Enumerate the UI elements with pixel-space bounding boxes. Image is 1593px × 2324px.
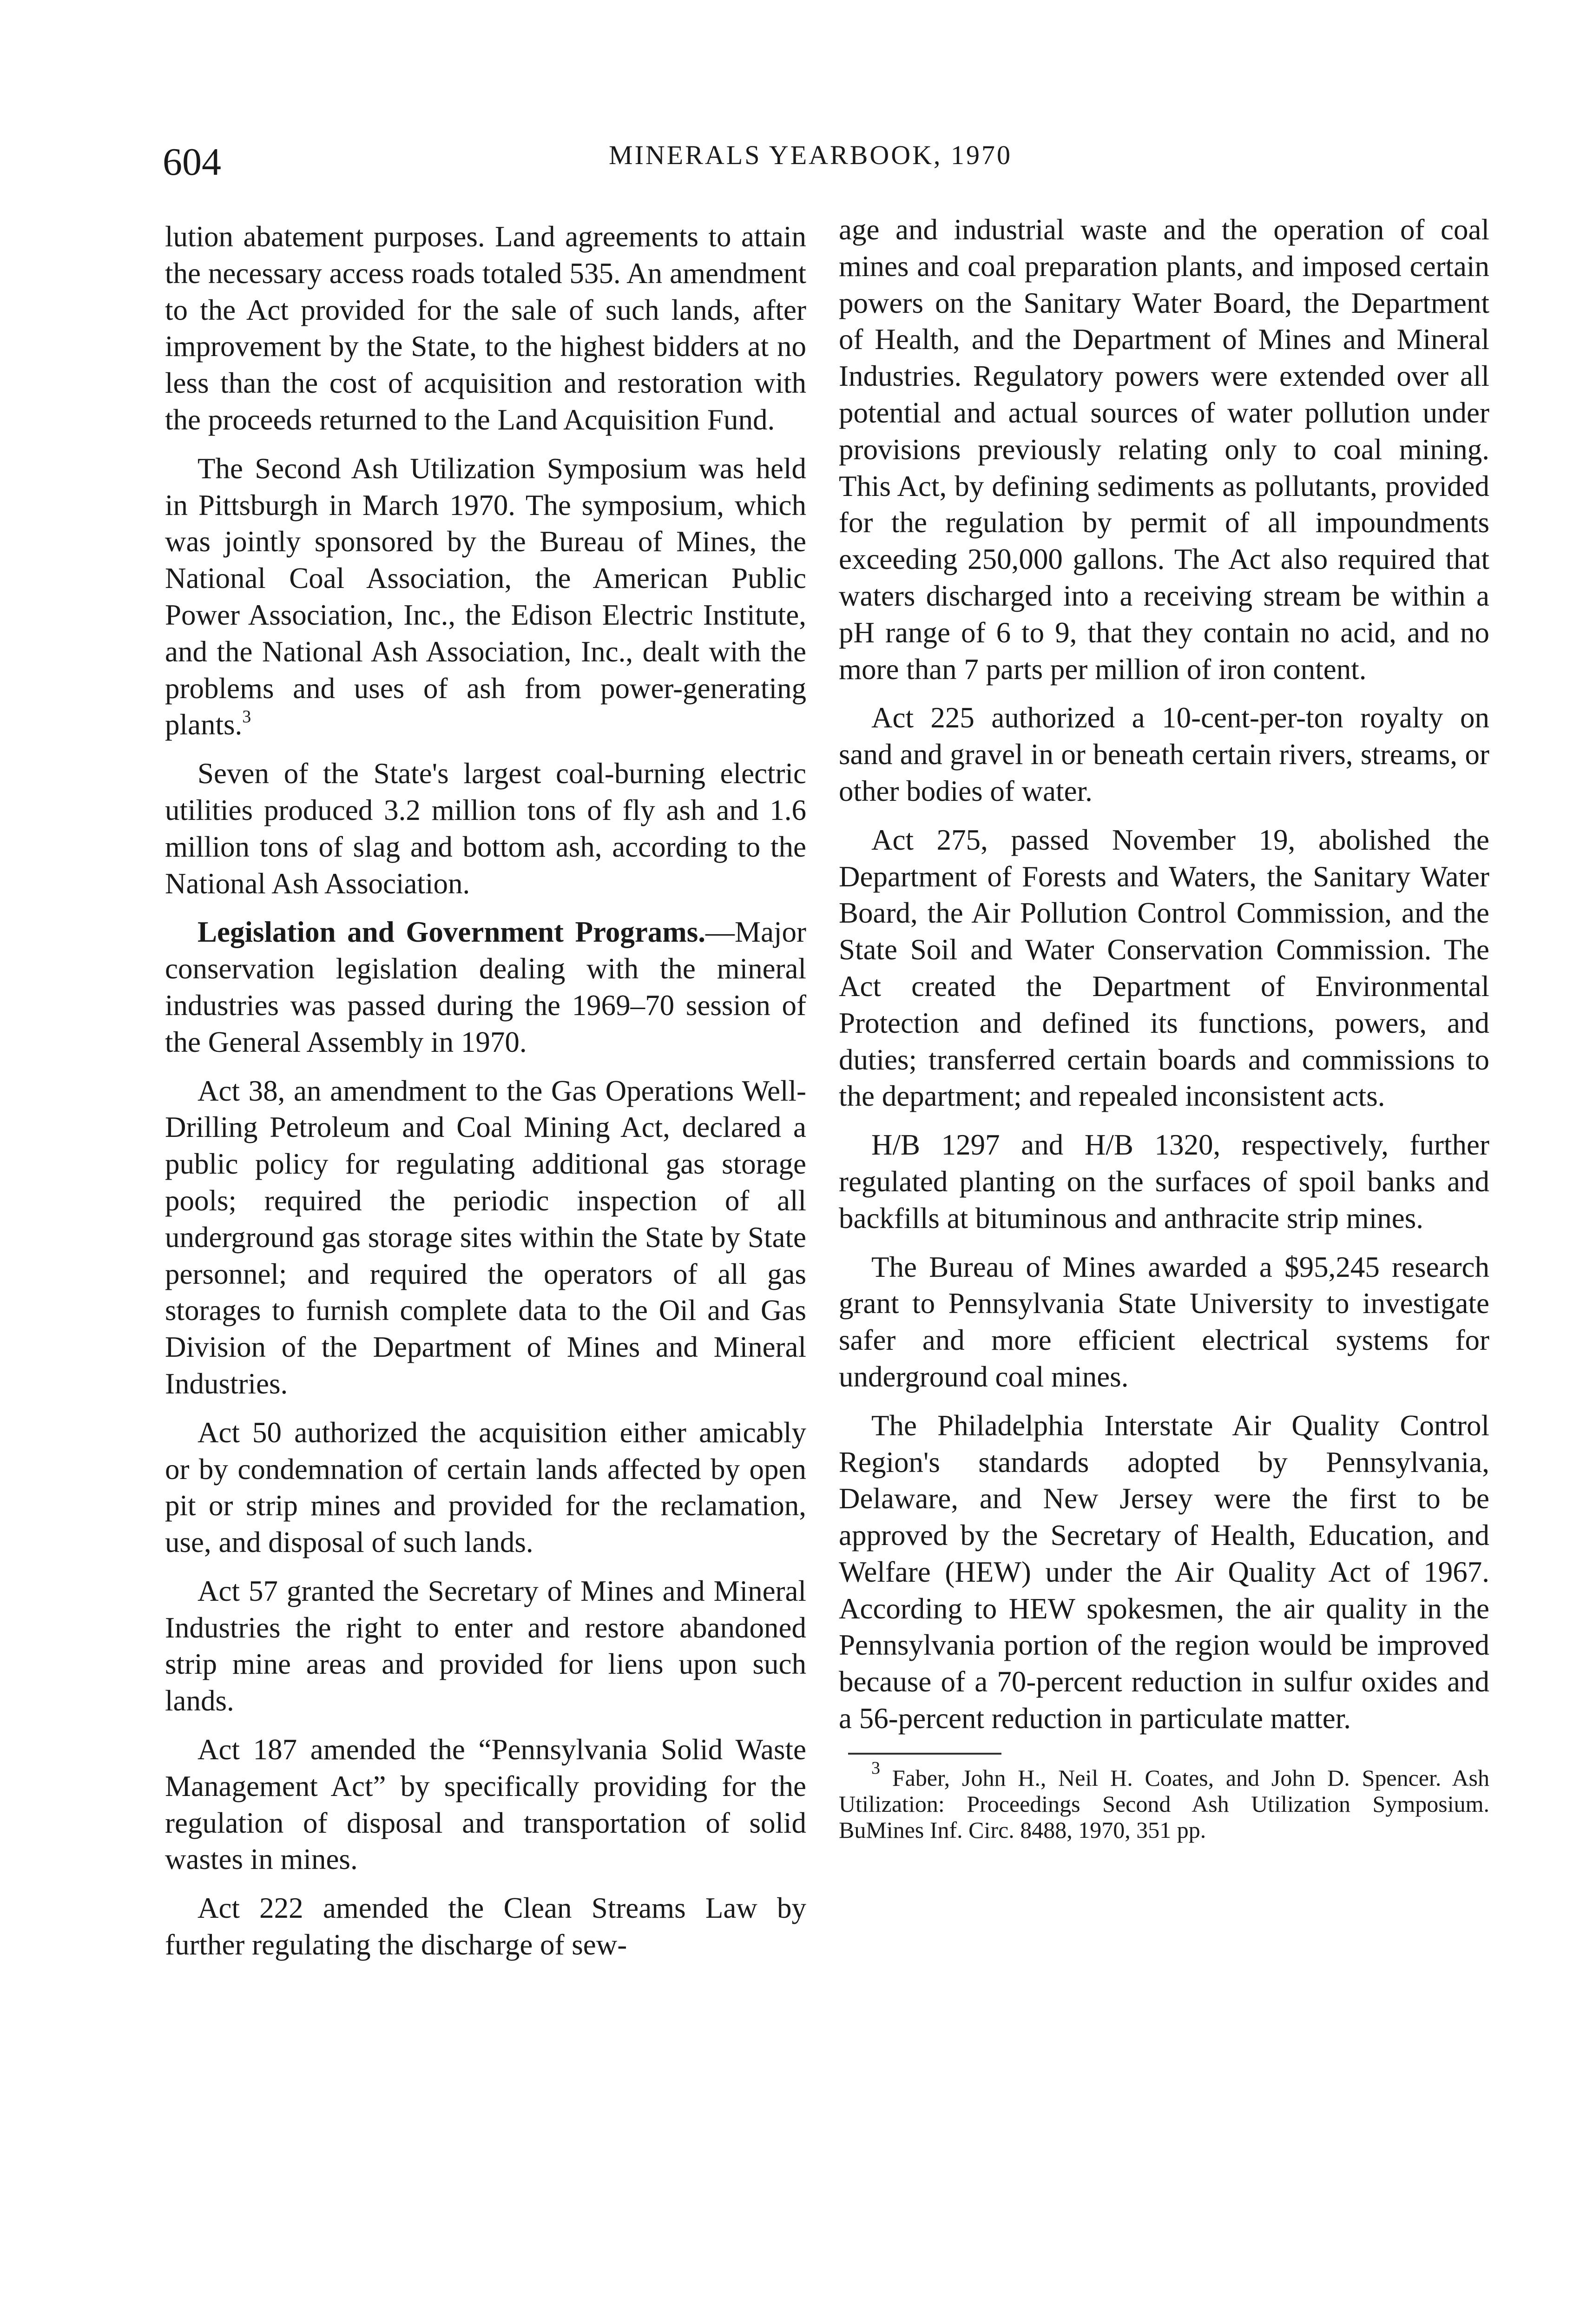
paragraph-act-222: Act 222 amended the Clean Streams Law by further regulating the discharge of sew- [165, 1892, 806, 1961]
footnote [839, 1758, 1490, 1843]
left-column [165, 218, 806, 1975]
paragraph-land-agreements: lution abatement purposes. Land agreements to attain the necessary access roads totaled 535. An amendment to the Act provided for the sale of such lands, after improvement by the State, to the highest bidders at no less than the cost of acquisition and restoration with the proceeds returned to the Land Acquisition Fund. [165, 220, 806, 436]
paragraph-air-quality: The Philadelphia Interstate Air Quality Control Region's standards adopted by Pennsylvania, Delaware, and New Jersey were the first to be approved by the Secretary of Health, Education, and Welfare (HEW) under the Air Quality Act of 1967. According to HEW spokesmen, the air quality in the Pennsylvania portion of the region would be improved because of a 70-percent reduction in sulfur oxides and a 56-percent reduction in particulate matter. [839, 1409, 1489, 1735]
footnote-reference: 3 [242, 707, 251, 727]
paragraph-house-bills: H/B 1297 and H/B 1320, respectively, further regulated planting on the surfaces of spoil banks and backfills at bituminous and anthracite strip mines. [839, 1129, 1489, 1235]
paragraph-research-grant: The Bureau of Mines awarded a $95,245 research grant to Pennsylvania State University to investigate safer and more efficient electrical systems for underground coal mines. [839, 1250, 1489, 1393]
running-head: MINERALS YEARBOOK, 1970 [609, 140, 1013, 170]
paragraph-fly-ash: Seven of the State's largest coal-burning electric utilities produced 3.2 million tons of fly ash and 1.6 million tons of slag and bottom ash, according to the National Ash Association. [165, 757, 806, 900]
footnote-divider [848, 1753, 1001, 1755]
paragraph-text: The Second Ash Utilization Symposium was held in Pittsburgh in March 1970. The symposium, which was jointly sponsored by the Bureau of Mines, the National Coal Association, the American Public Power Association, Inc., the Edison Electric Institute, and the National Ash Association, Inc., dealt with the problems and uses of ash from power-generating plants. [165, 452, 806, 741]
paragraph-act-57: Act 57 granted the Secretary of Mines and Mineral Industries the right to enter and restore abandoned strip mine areas and provided for liens upon such lands. [165, 1574, 806, 1717]
paragraph-act-275: Act 275, passed November 19, abolished the Department of Forests and Waters, the Sanitary Water Board, the Air Pollution Control Commission, and the State Soil and Water Conservation Commission. The Act created the Department of Environmental Protection and defined its functions, powers, and duties; transferred certain boards and commissions to the department; and repealed inconsistent acts. [839, 823, 1489, 1113]
paragraph-legislation [165, 914, 806, 1060]
paragraph-act-222-continued: age and industrial waste and the operation of coal mines and coal preparation plants, and imposed certain powers on the Sanitary Water Board, the Department of Health, and the Department of Mines and Mineral Industries. Regulatory powers were extended over all potential and actual sources of water pollution under provisions previously relating only to coal mining. This Act, by defining sediments as pollutants, provided for the regulation by permit of all impoundments exceeding 250,000 gallons. The Act also required that waters discharged into a receiving stream be within a pH range of 6 to 9, that they contain no acid, and no more than 7 parts per million of iron content. [839, 213, 1489, 686]
paragraph-act-187: Act 187 amended the “Pennsylvania Solid Waste Management Act” by specifically providing for the regulation of disposal and transportation of solid wastes in mines. [165, 1733, 806, 1876]
paragraph-act-225: Act 225 authorized a 10-cent-per-ton royalty on sand and gravel in or beneath certain rivers, streams, or other bodies of water. [839, 701, 1489, 807]
footnote-text: Faber, John H., Neil H. Coates, and John D. Spencer. Ash Utilization: Proceedings Second Ash Utilization Symposium. BuMines Inf. Circ. 8488, 1970, 351 pp. [839, 1764, 1490, 1843]
page-number: 604 [163, 140, 221, 184]
paragraph-act-38: Act 38, an amendment to the Gas Operations Well-Drilling Petroleum and Coal Mining Act, declared a public policy for regulating additional gas storage pools; required the periodic inspection of all underground gas storage sites within the State by State personnel; and required the operators of all gas storages to furnish complete data to the Oil and Gas Division of the Department of Mines and Mineral Industries. [165, 1074, 806, 1400]
right-column [839, 211, 1489, 1855]
paragraph-ash-symposium [165, 450, 806, 743]
section-heading: Legislation and Government Programs. [197, 916, 706, 949]
paragraph-act-50: Act 50 authorized the acquisition either amicably or by condemnation of certain lands affected by open pit or strip mines and provided for the reclamation, use, and disposal of such lands. [165, 1416, 806, 1559]
paragraph-text: —Major conservation legislation dealing with the mineral industries was passed during the 1969–70 session of the General Assembly in 1970. [165, 916, 806, 1058]
footnote-marker: 3 [871, 1758, 880, 1778]
